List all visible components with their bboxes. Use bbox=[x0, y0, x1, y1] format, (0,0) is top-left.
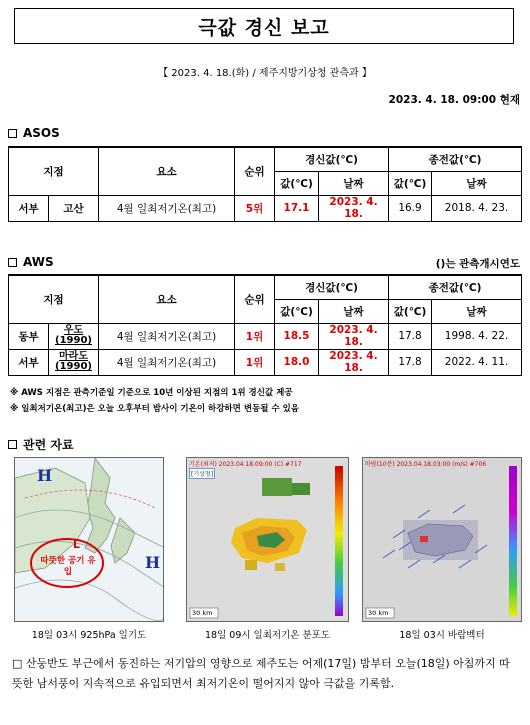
new-date-header: 날짜 bbox=[319, 171, 389, 195]
prev-date-cell: 2022. 4. 11. bbox=[432, 349, 522, 375]
low-pressure-label: L bbox=[73, 538, 81, 551]
asos-heading-label: ASOS bbox=[23, 126, 60, 140]
weather-map-icon bbox=[14, 457, 164, 622]
prev-value-cell: 16.9 bbox=[389, 195, 432, 221]
new-value-cell: 18.0 bbox=[275, 349, 319, 375]
map-header: 바람(10분) 2023.04.18.03:00 (m/s) #706 bbox=[365, 461, 487, 468]
square-icon bbox=[8, 440, 17, 449]
rank-cell: 1위 bbox=[235, 349, 275, 375]
related-heading-label: 관련 자료 bbox=[23, 438, 74, 452]
prev-date-cell: 2018. 4. 23. bbox=[432, 195, 522, 221]
station-name: 우도 bbox=[63, 325, 84, 336]
region-cell: 동부 bbox=[9, 323, 49, 349]
rank-cell: 5위 bbox=[235, 195, 275, 221]
new-value-header: 값(℃) bbox=[275, 299, 319, 323]
wind-vector-map-icon bbox=[362, 457, 522, 622]
prev-date-cell: 1998. 4. 22. bbox=[432, 323, 522, 349]
element-cell: 4월 일최저기온(최고) bbox=[99, 195, 235, 221]
region-cell: 서부 bbox=[9, 195, 49, 221]
prev-value-group-header: 종전값(℃) bbox=[389, 147, 522, 171]
new-value-cell: 18.5 bbox=[275, 323, 319, 349]
aws-legend: ()는 관측개시연도 bbox=[435, 258, 520, 270]
rank-header: 순위 bbox=[235, 147, 275, 195]
station-cell: 고산 bbox=[49, 195, 99, 221]
new-value-header: 값(℃) bbox=[275, 171, 319, 195]
rank-cell: 1위 bbox=[235, 323, 275, 349]
high-pressure-label: H bbox=[37, 466, 53, 485]
new-date-header: 날짜 bbox=[319, 299, 389, 323]
temperature-map-icon bbox=[186, 457, 349, 622]
rank-header: 순위 bbox=[235, 275, 275, 323]
high-pressure-label-2: H bbox=[145, 553, 161, 572]
element-cell: 4월 일최저기온(최고) bbox=[99, 323, 235, 349]
scale-bar-label: 30 km bbox=[192, 609, 213, 617]
image-caption-2: 18일 09시 일최저기온 분포도 bbox=[204, 630, 330, 641]
scale-bar-label: 30 km bbox=[368, 609, 389, 617]
aws-heading bbox=[8, 255, 54, 269]
aws-heading-label: AWS bbox=[23, 255, 54, 269]
image-caption-1: 18일 03시 925hPa 일기도 bbox=[31, 630, 147, 641]
station-name: 마라도 bbox=[59, 351, 88, 362]
element-header: 요소 bbox=[99, 147, 235, 195]
new-value-cell: 17.1 bbox=[275, 195, 319, 221]
asos-table bbox=[8, 146, 522, 222]
square-icon bbox=[8, 258, 17, 267]
table-row bbox=[9, 195, 522, 221]
station-header: 지점 bbox=[9, 275, 99, 323]
prev-date-header: 날짜 bbox=[432, 171, 522, 195]
new-date-cell: 2023. 4. 18. bbox=[319, 323, 389, 349]
subtitle: 【 2023. 4. 18.(화) / 제주지방기상청 관측과 】 bbox=[158, 68, 372, 79]
as-of-date: 2023. 4. 18. 09:00 현재 bbox=[388, 94, 520, 106]
new-date-cell: 2023. 4. 18. bbox=[319, 349, 389, 375]
prev-value-group-header: 종전값(℃) bbox=[389, 275, 522, 299]
new-value-group-header: 경신값(℃) bbox=[275, 275, 389, 299]
asos-heading bbox=[8, 126, 60, 140]
station-cell bbox=[49, 349, 99, 375]
station-cell bbox=[49, 323, 99, 349]
note-1: ※ AWS 지점은 관측기준일 기준으로 10년 이상된 지점의 1위 경신값 제공 bbox=[10, 388, 293, 398]
station-year: (1990) bbox=[55, 335, 92, 346]
warm-air-label: 따뜻한 공기 유입 bbox=[40, 556, 96, 577]
region-cell: 서부 bbox=[9, 349, 49, 375]
map-header: 기온(최저) 2023.04.18.09:00 (C) #717 bbox=[189, 461, 302, 468]
note-2: ※ 일최저기온(최고)은 오늘 오후부터 밤사이 기온이 하강하면 변동될 수 있음 bbox=[10, 404, 299, 414]
prev-value-cell: 17.8 bbox=[389, 349, 432, 375]
element-cell: 4월 일최저기온(최고) bbox=[99, 349, 235, 375]
prev-date-header: 날짜 bbox=[432, 299, 522, 323]
agency-tag: [기상청] bbox=[189, 468, 215, 479]
summary-paragraph: □ 산둥반도 부근에서 동진하는 저기압의 영향으로 제주도는 어제(17일) 밤부터 오늘(18일) 아침까지 따뜻한 남서풍이 지속적으로 유입되면서 최저기온이 떨어지지 않아 극값을 기록함. bbox=[12, 657, 510, 690]
prev-value-header: 값(℃) bbox=[389, 171, 432, 195]
new-value-group-header: 경신값(℃) bbox=[275, 147, 389, 171]
station-year: (1990) bbox=[55, 361, 92, 372]
image-caption-3: 18일 03시 바람벡터 bbox=[399, 630, 485, 641]
new-date-cell: 2023. 4. 18. bbox=[319, 195, 389, 221]
table-row bbox=[9, 349, 522, 375]
prev-value-cell: 17.8 bbox=[389, 323, 432, 349]
aws-table bbox=[8, 274, 522, 376]
element-header: 요소 bbox=[99, 275, 235, 323]
related-heading bbox=[8, 436, 74, 453]
station-header: 지점 bbox=[9, 147, 99, 195]
page-title: 극값 경신 보고 bbox=[14, 8, 514, 44]
prev-value-header: 값(℃) bbox=[389, 299, 432, 323]
square-icon bbox=[8, 129, 17, 138]
table-row bbox=[9, 323, 522, 349]
